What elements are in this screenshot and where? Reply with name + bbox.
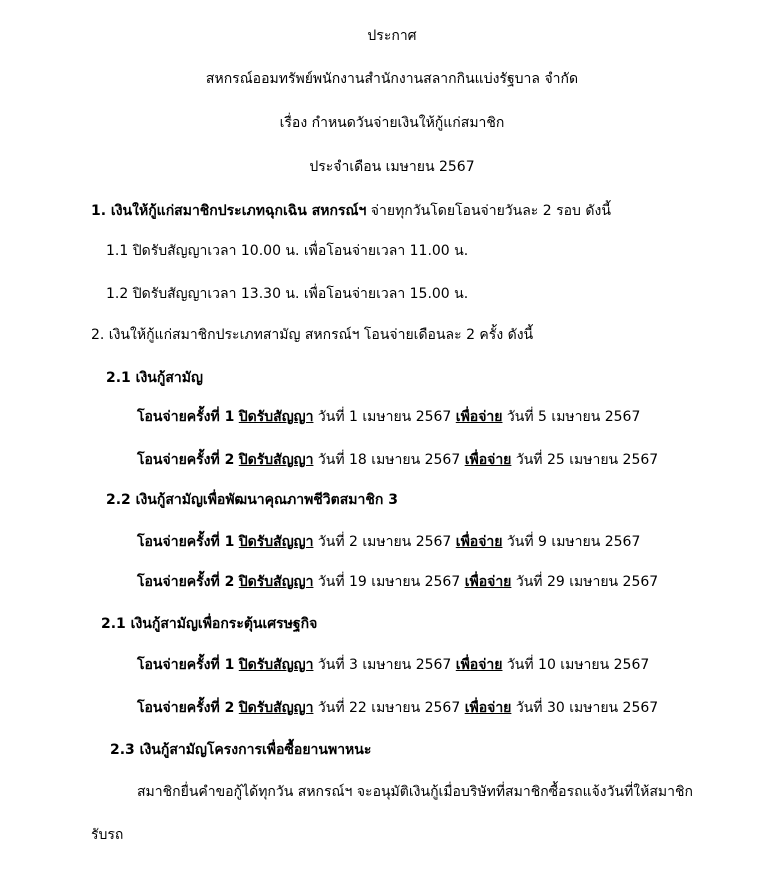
announcement-title: ประกาศ xyxy=(367,28,417,44)
sub4-heading xyxy=(110,740,371,760)
sub4-text-line-1: สมาชิกยื่นคำขอกู้ได้ทุกวัน สหกรณ์ฯ จะอนุมัติเงินกู้เมื่อบริษัทที่สมาชิกซื้อรถแจ้งวันที่ให้สมาชิก xyxy=(137,784,693,800)
close-date: วันที่ 19 เมษายน 2567 xyxy=(313,574,465,590)
pay-date: วันที่ 5 เมษายน 2567 xyxy=(502,409,641,425)
sub4-text-line-2: รับรถ xyxy=(91,827,124,843)
sub2-round1 xyxy=(137,532,640,552)
section1-heading-bold: 1. เงินให้กู้แก่สมาชิกประเภทฉุกเฉิน สหกรณ์ฯ xyxy=(91,203,367,219)
close-date: วันที่ 2 เมษายน 2567 xyxy=(313,534,456,550)
sub4-heading-text: 2.3 เงินกู้สามัญโครงการเพื่อซื้อยานพาหนะ xyxy=(110,742,372,758)
sub3-round2 xyxy=(137,698,658,718)
close-label: ปิดรับสัญญา xyxy=(238,534,314,550)
pay-date: วันที่ 25 เมษายน 2567 xyxy=(511,452,659,468)
section1-heading-rest: จ่ายทุกวันโดยโอนจ่ายวันละ 2 รอบ ดังนี้ xyxy=(366,203,611,219)
organization-name: สหกรณ์ออมทรัพย์พนักงานสำนักงานสลากกินแบ่งรัฐบาล จำกัด xyxy=(205,71,579,87)
close-date: วันที่ 3 เมษายน 2567 xyxy=(313,657,456,673)
round-label: โอนจ่ายครั้งที่ 1 xyxy=(137,409,235,425)
period-line: ประจำเดือน เมษายน 2567 xyxy=(309,159,475,175)
sub1-round2 xyxy=(137,450,658,470)
close-date: วันที่ 18 เมษายน 2567 xyxy=(313,452,465,468)
sub1-heading-text: 2.1 เงินกู้สามัญ xyxy=(106,370,203,386)
close-label: ปิดรับสัญญา xyxy=(238,452,314,468)
close-label: ปิดรับสัญญา xyxy=(238,574,314,590)
close-label: ปิดรับสัญญา xyxy=(238,700,314,716)
section1-item-2: 1.2 ปิดรับสัญญาเวลา 13.30 น. เพื่อโอนจ่ายเวลา 15.00 น. xyxy=(106,286,469,302)
pay-label: เพื่อจ่าย xyxy=(464,452,512,468)
pay-date: วันที่ 30 เมษายน 2567 xyxy=(511,700,659,716)
sub3-heading xyxy=(101,614,317,634)
pay-label: เพื่อจ่าย xyxy=(464,700,512,716)
round-label: โอนจ่ายครั้งที่ 1 xyxy=(137,534,235,550)
sub2-heading-text: 2.2 เงินกู้สามัญเพื่อพัฒนาคุณภาพชีวิตสมาชิก 3 xyxy=(106,492,398,508)
pay-label: เพื่อจ่าย xyxy=(455,409,503,425)
sub2-round2 xyxy=(137,572,658,592)
sub3-round1 xyxy=(137,655,649,675)
pay-date: วันที่ 10 เมษายน 2567 xyxy=(502,657,650,673)
close-date: วันที่ 1 เมษายน 2567 xyxy=(313,409,456,425)
pay-date: วันที่ 9 เมษายน 2567 xyxy=(502,534,641,550)
pay-label: เพื่อจ่าย xyxy=(455,657,503,673)
close-date: วันที่ 22 เมษายน 2567 xyxy=(313,700,465,716)
round-label: โอนจ่ายครั้งที่ 2 xyxy=(137,452,235,468)
sub1-round1 xyxy=(137,407,640,427)
round-label: โอนจ่ายครั้งที่ 1 xyxy=(137,657,235,673)
sub3-heading-text: 2.1 เงินกู้สามัญเพื่อกระตุ้นเศรษฐกิจ xyxy=(101,616,318,632)
sub2-heading xyxy=(106,490,398,510)
sub1-heading xyxy=(106,368,203,388)
close-label: ปิดรับสัญญา xyxy=(238,409,314,425)
subject-line: เรื่อง กำหนดวันจ่ายเงินให้กู้แก่สมาชิก xyxy=(279,115,505,131)
close-label: ปิดรับสัญญา xyxy=(238,657,314,673)
pay-label: เพื่อจ่าย xyxy=(464,574,512,590)
section1-heading xyxy=(91,201,611,221)
pay-date: วันที่ 29 เมษายน 2567 xyxy=(511,574,659,590)
round-label: โอนจ่ายครั้งที่ 2 xyxy=(137,574,235,590)
round-label: โอนจ่ายครั้งที่ 2 xyxy=(137,700,235,716)
section2-heading: 2. เงินให้กู้แก่สมาชิกประเภทสามัญ สหกรณ์ฯ โอนจ่ายเดือนละ 2 ครั้ง ดังนี้ xyxy=(91,327,534,343)
pay-label: เพื่อจ่าย xyxy=(455,534,503,550)
section1-item-1: 1.1 ปิดรับสัญญาเวลา 10.00 น. เพื่อโอนจ่ายเวลา 11.00 น. xyxy=(106,243,469,259)
